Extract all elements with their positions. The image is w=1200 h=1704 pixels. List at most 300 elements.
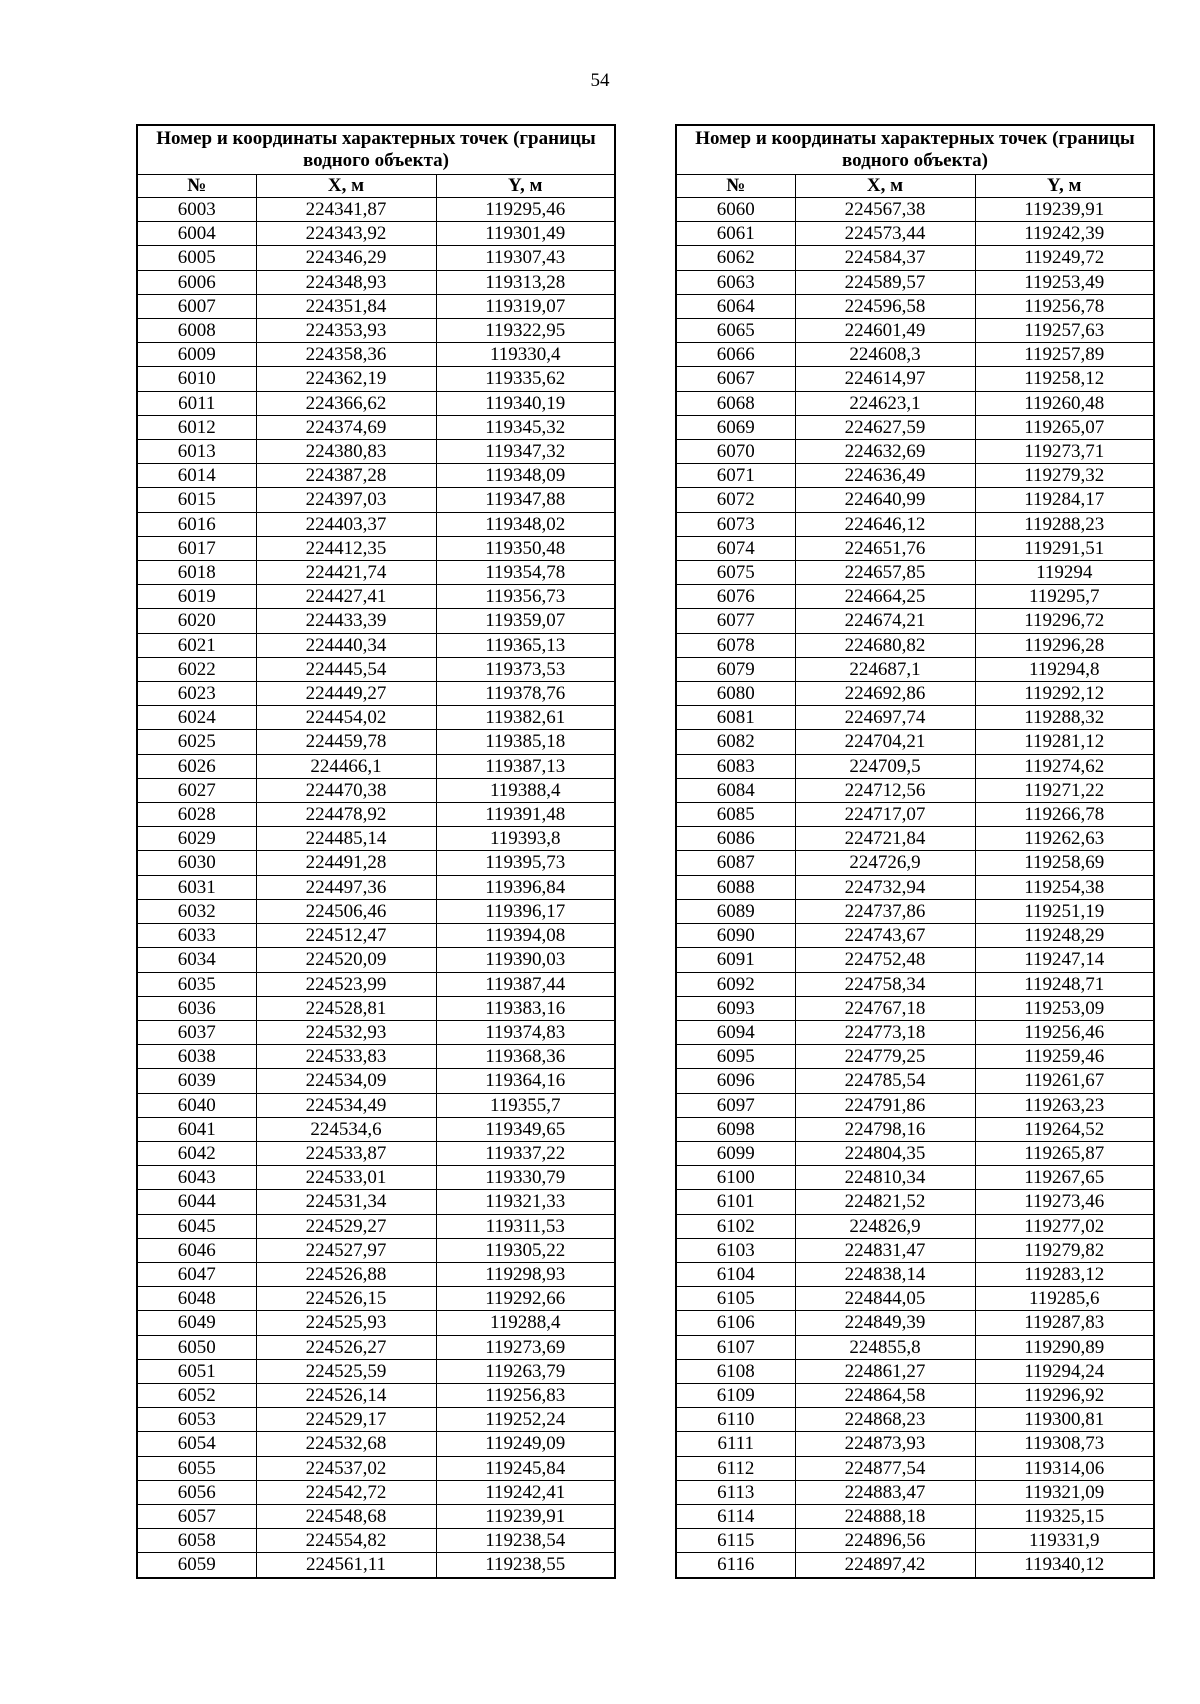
table-row (676, 222, 1154, 246)
coord-x: 224687,1 (795, 657, 975, 681)
table-row (137, 1166, 615, 1190)
coord-y: 119279,32 (975, 464, 1154, 488)
coord-x: 224664,25 (795, 585, 975, 609)
point-number: 6058 (137, 1529, 256, 1553)
coord-x: 224697,74 (795, 706, 975, 730)
point-number: 6004 (137, 222, 256, 246)
table-row (676, 1093, 1154, 1117)
table-row (676, 633, 1154, 657)
table-row (137, 682, 615, 706)
point-number: 6075 (676, 561, 795, 585)
point-number: 6006 (137, 270, 256, 294)
coord-y: 119266,78 (975, 803, 1154, 827)
table-row (137, 851, 615, 875)
coord-x: 224343,92 (256, 222, 436, 246)
coord-y: 119265,07 (975, 415, 1154, 439)
point-number: 6097 (676, 1093, 795, 1117)
coord-y: 119395,73 (436, 851, 615, 875)
coord-x: 224717,07 (795, 803, 975, 827)
table-row (676, 246, 1154, 270)
point-number: 6049 (137, 1311, 256, 1335)
coord-y: 119274,62 (975, 754, 1154, 778)
table-row (676, 512, 1154, 536)
coordinates-table-right (675, 124, 1155, 1579)
coord-y: 119305,22 (436, 1238, 615, 1262)
table-row (676, 730, 1154, 754)
coord-y: 119258,69 (975, 851, 1154, 875)
point-number: 6088 (676, 875, 795, 899)
table-row (137, 464, 615, 488)
point-number: 6044 (137, 1190, 256, 1214)
point-number: 6011 (137, 391, 256, 415)
point-number: 6046 (137, 1238, 256, 1262)
table-row (676, 1553, 1154, 1578)
point-number: 6062 (676, 246, 795, 270)
coord-y: 119378,76 (436, 682, 615, 706)
coord-y: 119298,93 (436, 1262, 615, 1286)
point-number: 6116 (676, 1553, 795, 1578)
coord-x: 224506,46 (256, 899, 436, 923)
coord-x: 224537,02 (256, 1456, 436, 1480)
table-row (676, 1287, 1154, 1311)
coord-y: 119257,89 (975, 343, 1154, 367)
point-number: 6037 (137, 1020, 256, 1044)
coord-x: 224412,35 (256, 536, 436, 560)
coord-x: 224743,67 (795, 924, 975, 948)
point-number: 6053 (137, 1408, 256, 1432)
table-row (676, 948, 1154, 972)
point-number: 6020 (137, 609, 256, 633)
coord-y: 119288,23 (975, 512, 1154, 536)
point-number: 6100 (676, 1166, 795, 1190)
coord-y: 119256,83 (436, 1383, 615, 1407)
table-row (676, 464, 1154, 488)
table-row (137, 730, 615, 754)
table-row (676, 440, 1154, 464)
coord-x: 224737,86 (795, 899, 975, 923)
point-number: 6079 (676, 657, 795, 681)
coord-x: 224704,21 (795, 730, 975, 754)
coord-y: 119396,84 (436, 875, 615, 899)
coord-x: 224752,48 (795, 948, 975, 972)
table-row (676, 1141, 1154, 1165)
coord-y: 119347,88 (436, 488, 615, 512)
coord-y: 119248,29 (975, 924, 1154, 948)
coord-x: 224614,97 (795, 367, 975, 391)
table-row (137, 1238, 615, 1262)
point-number: 6012 (137, 415, 256, 439)
table-row (137, 996, 615, 1020)
table-row (137, 294, 615, 318)
point-number: 6023 (137, 682, 256, 706)
table-row (137, 924, 615, 948)
coord-y: 119253,09 (975, 996, 1154, 1020)
page-number: 54 (590, 70, 610, 91)
point-number: 6030 (137, 851, 256, 875)
table-row (137, 1383, 615, 1407)
table-row (137, 270, 615, 294)
point-number: 6094 (676, 1020, 795, 1044)
coord-y: 119283,12 (975, 1262, 1154, 1286)
table-row (676, 1311, 1154, 1335)
table-row (676, 1383, 1154, 1407)
coord-x: 224348,93 (256, 270, 436, 294)
table-row (137, 754, 615, 778)
table-row (676, 367, 1154, 391)
point-number: 6067 (676, 367, 795, 391)
coord-x: 224525,59 (256, 1359, 436, 1383)
table-row (676, 996, 1154, 1020)
coord-x: 224526,88 (256, 1262, 436, 1286)
point-number: 6092 (676, 972, 795, 996)
coord-x: 224864,58 (795, 1383, 975, 1407)
table-row (137, 1262, 615, 1286)
table-row (676, 391, 1154, 415)
table-row (676, 270, 1154, 294)
coord-y: 119321,09 (975, 1480, 1154, 1504)
coord-y: 119294,24 (975, 1359, 1154, 1383)
coord-y: 119296,28 (975, 633, 1154, 657)
point-number: 6013 (137, 440, 256, 464)
point-number: 6026 (137, 754, 256, 778)
coord-y: 119279,82 (975, 1238, 1154, 1262)
point-number: 6043 (137, 1166, 256, 1190)
coord-y: 119311,53 (436, 1214, 615, 1238)
table-row (676, 1432, 1154, 1456)
coord-x: 224779,25 (795, 1045, 975, 1069)
coord-x: 224657,85 (795, 561, 975, 585)
column-header-x: X, м (795, 175, 975, 198)
table-row (137, 585, 615, 609)
coord-y: 119242,41 (436, 1480, 615, 1504)
point-number: 6010 (137, 367, 256, 391)
table-row (676, 1214, 1154, 1238)
coord-x: 224529,17 (256, 1408, 436, 1432)
coord-x: 224341,87 (256, 198, 436, 222)
coord-x: 224532,93 (256, 1020, 436, 1044)
table-row (137, 899, 615, 923)
point-number: 6069 (676, 415, 795, 439)
table-row (137, 319, 615, 343)
table-row (137, 827, 615, 851)
point-number: 6066 (676, 343, 795, 367)
coord-x: 224868,23 (795, 1408, 975, 1432)
table-caption: Номер и координаты характерных точек (границы водного объекта) (137, 125, 615, 175)
coord-x: 224346,29 (256, 246, 436, 270)
point-number: 6115 (676, 1529, 795, 1553)
coord-y: 119252,24 (436, 1408, 615, 1432)
table-row (676, 1359, 1154, 1383)
point-number: 6024 (137, 706, 256, 730)
point-number: 6060 (676, 198, 795, 222)
coord-x: 224362,19 (256, 367, 436, 391)
table-row (676, 851, 1154, 875)
coord-x: 224528,81 (256, 996, 436, 1020)
point-number: 6063 (676, 270, 795, 294)
coord-y: 119314,06 (975, 1456, 1154, 1480)
coord-x: 224608,3 (795, 343, 975, 367)
coord-x: 224380,83 (256, 440, 436, 464)
point-number: 6099 (676, 1141, 795, 1165)
coord-y: 119284,17 (975, 488, 1154, 512)
coord-x: 224485,14 (256, 827, 436, 851)
table-row (137, 803, 615, 827)
coord-x: 224844,05 (795, 1287, 975, 1311)
table-row (676, 343, 1154, 367)
table-row (676, 924, 1154, 948)
coord-y: 119261,67 (975, 1069, 1154, 1093)
point-number: 6071 (676, 464, 795, 488)
table-row (137, 512, 615, 536)
coord-y: 119348,09 (436, 464, 615, 488)
coord-y: 119242,39 (975, 222, 1154, 246)
point-number: 6042 (137, 1141, 256, 1165)
point-number: 6098 (676, 1117, 795, 1141)
coord-y: 119239,91 (436, 1504, 615, 1528)
point-number: 6017 (137, 536, 256, 560)
table-row (137, 1093, 615, 1117)
coord-x: 224520,09 (256, 948, 436, 972)
table-row (676, 1069, 1154, 1093)
table-row (137, 391, 615, 415)
coord-y: 119273,46 (975, 1190, 1154, 1214)
coord-x: 224861,27 (795, 1359, 975, 1383)
point-number: 6078 (676, 633, 795, 657)
coord-x: 224791,86 (795, 1093, 975, 1117)
coord-y: 119262,63 (975, 827, 1154, 851)
point-number: 6041 (137, 1117, 256, 1141)
point-number: 6065 (676, 319, 795, 343)
point-number: 6111 (676, 1432, 795, 1456)
point-number: 6110 (676, 1408, 795, 1432)
point-number: 6070 (676, 440, 795, 464)
table-row (676, 778, 1154, 802)
point-number: 6080 (676, 682, 795, 706)
table-row (137, 972, 615, 996)
coord-x: 224445,54 (256, 657, 436, 681)
point-number: 6090 (676, 924, 795, 948)
point-number: 6093 (676, 996, 795, 1020)
coord-y: 119249,09 (436, 1432, 615, 1456)
coord-y: 119259,46 (975, 1045, 1154, 1069)
point-number: 6040 (137, 1093, 256, 1117)
coord-y: 119331,9 (975, 1529, 1154, 1553)
point-number: 6005 (137, 246, 256, 270)
coord-y: 119271,22 (975, 778, 1154, 802)
point-number: 6064 (676, 294, 795, 318)
coord-y: 119387,44 (436, 972, 615, 996)
coord-x: 224497,36 (256, 875, 436, 899)
coord-x: 224433,39 (256, 609, 436, 633)
point-number: 6047 (137, 1262, 256, 1286)
table-row (137, 1456, 615, 1480)
coord-y: 119300,81 (975, 1408, 1154, 1432)
coord-y: 119295,7 (975, 585, 1154, 609)
coord-x: 224636,49 (795, 464, 975, 488)
coord-x: 224651,76 (795, 536, 975, 560)
coord-x: 224526,27 (256, 1335, 436, 1359)
table-row (676, 1480, 1154, 1504)
table-row (676, 561, 1154, 585)
point-number: 6022 (137, 657, 256, 681)
point-number: 6104 (676, 1262, 795, 1286)
table-row (137, 488, 615, 512)
coord-x: 224732,94 (795, 875, 975, 899)
coord-x: 224534,49 (256, 1093, 436, 1117)
coord-x: 224798,16 (795, 1117, 975, 1141)
table-row (137, 1553, 615, 1578)
coord-y: 119295,46 (436, 198, 615, 222)
coord-y: 119340,19 (436, 391, 615, 415)
table-row (676, 803, 1154, 827)
coord-x: 224646,12 (795, 512, 975, 536)
coord-y: 119359,07 (436, 609, 615, 633)
coord-y: 119348,02 (436, 512, 615, 536)
coord-y: 119313,28 (436, 270, 615, 294)
coord-y: 119345,32 (436, 415, 615, 439)
table-row (137, 706, 615, 730)
table-row (137, 246, 615, 270)
coord-x: 224542,72 (256, 1480, 436, 1504)
point-number: 6019 (137, 585, 256, 609)
coord-x: 224584,37 (795, 246, 975, 270)
coord-x: 224627,59 (795, 415, 975, 439)
coord-y: 119319,07 (436, 294, 615, 318)
point-number: 6045 (137, 1214, 256, 1238)
point-number: 6039 (137, 1069, 256, 1093)
table-row (137, 875, 615, 899)
coord-x: 224529,27 (256, 1214, 436, 1238)
table-row (676, 875, 1154, 899)
point-number: 6032 (137, 899, 256, 923)
coord-y: 119325,15 (975, 1504, 1154, 1528)
coord-x: 224459,78 (256, 730, 436, 754)
point-number: 6050 (137, 1335, 256, 1359)
table-row (676, 415, 1154, 439)
table-row (137, 536, 615, 560)
coord-y: 119238,54 (436, 1529, 615, 1553)
coord-x: 224427,41 (256, 585, 436, 609)
coord-y: 119294 (975, 561, 1154, 585)
coord-y: 119335,62 (436, 367, 615, 391)
point-number: 6009 (137, 343, 256, 367)
coord-y: 119256,46 (975, 1020, 1154, 1044)
table-row (676, 1456, 1154, 1480)
coord-y: 119390,03 (436, 948, 615, 972)
table-row (137, 1020, 615, 1044)
coord-y: 119368,36 (436, 1045, 615, 1069)
coord-y: 119263,23 (975, 1093, 1154, 1117)
table-row (676, 754, 1154, 778)
coord-y: 119281,12 (975, 730, 1154, 754)
table-row (676, 1504, 1154, 1528)
coord-x: 224680,82 (795, 633, 975, 657)
coord-y: 119307,43 (436, 246, 615, 270)
point-number: 6109 (676, 1383, 795, 1407)
table-row (137, 609, 615, 633)
coord-y: 119364,16 (436, 1069, 615, 1093)
coord-y: 119292,66 (436, 1287, 615, 1311)
coord-x: 224533,87 (256, 1141, 436, 1165)
coord-y: 119263,79 (436, 1359, 615, 1383)
table-row (137, 1335, 615, 1359)
coord-x: 224351,84 (256, 294, 436, 318)
coord-y: 119340,12 (975, 1553, 1154, 1578)
point-number: 6096 (676, 1069, 795, 1093)
point-number: 6072 (676, 488, 795, 512)
point-number: 6089 (676, 899, 795, 923)
table-row (137, 1359, 615, 1383)
coord-x: 224374,69 (256, 415, 436, 439)
point-number: 6108 (676, 1359, 795, 1383)
table-caption: Номер и координаты характерных точек (границы водного объекта) (676, 125, 1154, 175)
coord-x: 224421,74 (256, 561, 436, 585)
coord-y: 119301,49 (436, 222, 615, 246)
table-row (676, 1166, 1154, 1190)
coord-x: 224449,27 (256, 682, 436, 706)
table-row (676, 1262, 1154, 1286)
coord-y: 119388,4 (436, 778, 615, 802)
table-row (137, 633, 615, 657)
point-number: 6025 (137, 730, 256, 754)
coord-y: 119394,08 (436, 924, 615, 948)
table-row (676, 1335, 1154, 1359)
coord-x: 224873,93 (795, 1432, 975, 1456)
coord-y: 119322,95 (436, 319, 615, 343)
table-row (676, 609, 1154, 633)
coord-x: 224532,68 (256, 1432, 436, 1456)
coord-x: 224674,21 (795, 609, 975, 633)
coord-y: 119349,65 (436, 1117, 615, 1141)
table-row (137, 1480, 615, 1504)
coord-y: 119350,48 (436, 536, 615, 560)
coord-y: 119264,52 (975, 1117, 1154, 1141)
table-row (676, 585, 1154, 609)
coord-x: 224527,97 (256, 1238, 436, 1262)
coord-x: 224531,34 (256, 1190, 436, 1214)
coord-y: 119294,8 (975, 657, 1154, 681)
coord-y: 119253,49 (975, 270, 1154, 294)
table-row (137, 948, 615, 972)
coord-y: 119249,72 (975, 246, 1154, 270)
coord-x: 224877,54 (795, 1456, 975, 1480)
coord-y: 119277,02 (975, 1214, 1154, 1238)
coord-x: 224491,28 (256, 851, 436, 875)
coord-x: 224526,14 (256, 1383, 436, 1407)
point-number: 6038 (137, 1045, 256, 1069)
coord-y: 119260,48 (975, 391, 1154, 415)
coord-x: 224533,01 (256, 1166, 436, 1190)
table-row (676, 1020, 1154, 1044)
coord-y: 119287,83 (975, 1311, 1154, 1335)
coord-y: 119285,6 (975, 1287, 1154, 1311)
coord-x: 224758,34 (795, 972, 975, 996)
coord-x: 224897,42 (795, 1553, 975, 1578)
coord-x: 224883,47 (795, 1480, 975, 1504)
point-number: 6113 (676, 1480, 795, 1504)
table-row (137, 1432, 615, 1456)
coord-y: 119247,14 (975, 948, 1154, 972)
point-number: 6084 (676, 778, 795, 802)
coord-y: 119354,78 (436, 561, 615, 585)
coord-y: 119292,12 (975, 682, 1154, 706)
point-number: 6057 (137, 1504, 256, 1528)
coord-y: 119330,4 (436, 343, 615, 367)
coord-x: 224523,99 (256, 972, 436, 996)
point-number: 6087 (676, 851, 795, 875)
point-number: 6077 (676, 609, 795, 633)
coord-x: 224366,62 (256, 391, 436, 415)
